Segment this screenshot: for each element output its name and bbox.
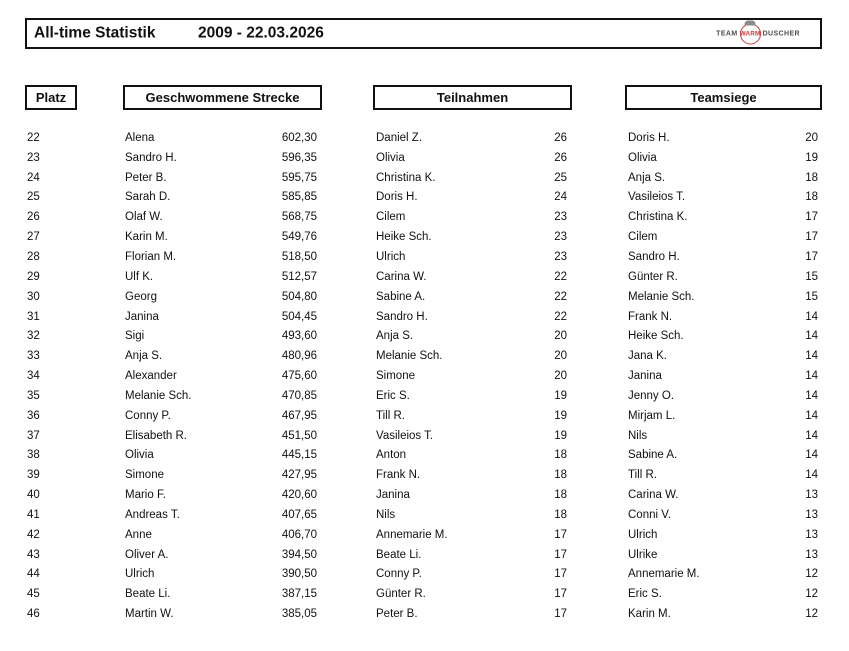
teamsiege-name-cell: Sabine A.: [628, 449, 678, 462]
table-row: [27, 545, 818, 565]
teilnahmen-value-cell: 18: [554, 508, 567, 521]
teamsiege-name-cell: Frank N.: [628, 310, 673, 323]
table-row: [27, 485, 818, 505]
teamsiege-name-cell: Doris H.: [628, 131, 670, 144]
strecke-name-cell: Oliver A.: [125, 548, 169, 561]
teilnahmen-name-cell: Conny P.: [376, 568, 422, 581]
strecke-value-cell: 585,85: [281, 191, 317, 204]
shower-head-icon: [745, 20, 756, 25]
strecke-name-cell: Simone: [125, 469, 164, 482]
table-row: [27, 307, 818, 327]
strecke-name-cell: Ulf K.: [125, 270, 154, 283]
platz-cell: 31: [27, 310, 40, 323]
column-header-geschwommene-strecke: Geschwommene Strecke: [123, 85, 322, 110]
teilnahmen-name-cell: Nils: [376, 508, 396, 521]
teamsiege-value-cell: 14: [805, 310, 818, 323]
platz-cell: 46: [27, 608, 40, 621]
table-row: [27, 386, 818, 406]
platz-cell: 26: [27, 211, 40, 224]
strecke-name-cell: Peter B.: [125, 171, 167, 184]
strecke-value-cell: 596,35: [281, 151, 317, 164]
logo-circle-wrap: [740, 23, 761, 44]
teilnahmen-name-cell: Heike Sch.: [376, 231, 432, 244]
teamsiege-value-cell: 20: [805, 131, 818, 144]
teamsiege-name-cell: Nils: [628, 429, 648, 442]
table-row: [27, 326, 818, 346]
teamsiege-value-cell: 18: [805, 191, 818, 204]
column-header-teamsiege: Teamsiege: [625, 85, 822, 110]
teamsiege-name-cell: Günter R.: [628, 270, 678, 283]
teamsiege-name-cell: Jana K.: [628, 350, 667, 363]
strecke-name-cell: Janina: [125, 310, 159, 323]
teilnahmen-value-cell: 22: [554, 310, 567, 323]
teamsiege-value-cell: 14: [805, 330, 818, 343]
table-row: [27, 128, 818, 148]
teilnahmen-name-cell: Simone: [376, 370, 415, 383]
table-row: [27, 604, 818, 624]
teilnahmen-name-cell: Till R.: [376, 409, 405, 422]
strecke-name-cell: Olivia: [125, 449, 154, 462]
teilnahmen-name-cell: Daniel Z.: [376, 131, 423, 144]
logo-text-warm: WARM: [740, 23, 761, 44]
strecke-name-cell: Anja S.: [125, 350, 163, 363]
platz-cell: 39: [27, 469, 40, 482]
logo-text-team: TEAM: [716, 30, 738, 37]
table-row: [27, 446, 818, 466]
teamsiege-name-cell: Conni V.: [628, 508, 672, 521]
teamsiege-name-cell: Christina K.: [628, 211, 688, 224]
table-row: [27, 406, 818, 426]
teamsiege-value-cell: 14: [805, 409, 818, 422]
table-row: [27, 287, 818, 307]
table-row: [27, 465, 818, 485]
platz-cell: 43: [27, 548, 40, 561]
strecke-name-cell: Beate Li.: [125, 588, 171, 601]
teamsiege-name-cell: Anja S.: [628, 171, 666, 184]
strecke-name-cell: Andreas T.: [125, 508, 180, 521]
strecke-name-cell: Alexander: [125, 370, 177, 383]
teamsiege-name-cell: Melanie Sch.: [628, 290, 695, 303]
column-header-teilnahmen: Teilnahmen: [373, 85, 572, 110]
teilnahmen-value-cell: 20: [554, 370, 567, 383]
strecke-value-cell: 467,95: [281, 409, 317, 422]
platz-cell: 35: [27, 389, 40, 402]
platz-cell: 44: [27, 568, 40, 581]
strecke-value-cell: 568,75: [281, 211, 317, 224]
strecke-name-cell: Alena: [125, 131, 155, 144]
teilnahmen-value-cell: 26: [554, 151, 567, 164]
platz-cell: 29: [27, 270, 40, 283]
strecke-value-cell: 549,76: [281, 231, 317, 244]
strecke-name-cell: Ulrich: [125, 568, 155, 581]
teamsiege-value-cell: 17: [805, 211, 818, 224]
table-row: [27, 565, 818, 585]
table-row: [27, 267, 818, 287]
teilnahmen-name-cell: Beate Li.: [376, 548, 422, 561]
strecke-value-cell: 602,30: [281, 131, 317, 144]
table-row: [27, 227, 818, 247]
strecke-value-cell: 493,60: [281, 330, 317, 343]
strecke-name-cell: Anne: [125, 528, 152, 541]
platz-cell: 36: [27, 409, 40, 422]
teamsiege-name-cell: Vasileios T.: [628, 191, 686, 204]
teamsiege-value-cell: 14: [805, 370, 818, 383]
teamsiege-name-cell: Olivia: [628, 151, 657, 164]
strecke-value-cell: 385,05: [281, 608, 317, 621]
column-header-platz: Platz: [25, 85, 77, 110]
platz-cell: 33: [27, 350, 40, 363]
teilnahmen-name-cell: Annemarie M.: [376, 528, 448, 541]
platz-cell: 38: [27, 449, 40, 462]
teamsiege-value-cell: 13: [805, 489, 818, 502]
teilnahmen-value-cell: 22: [554, 270, 567, 283]
platz-cell: 37: [27, 429, 40, 442]
teilnahmen-value-cell: 17: [554, 608, 567, 621]
strecke-value-cell: 595,75: [281, 171, 317, 184]
stats-table: [27, 128, 818, 624]
logo-text-duscher: DUSCHER: [762, 30, 800, 37]
platz-cell: 24: [27, 171, 40, 184]
teilnahmen-value-cell: 25: [554, 171, 567, 184]
platz-cell: 23: [27, 151, 40, 164]
table-row: [27, 366, 818, 386]
teilnahmen-name-cell: Christina K.: [376, 171, 436, 184]
strecke-value-cell: 512,57: [281, 270, 317, 283]
strecke-value-cell: 427,95: [281, 469, 317, 482]
teilnahmen-name-cell: Cilem: [376, 211, 406, 224]
teamsiege-value-cell: 13: [805, 548, 818, 561]
teilnahmen-name-cell: Melanie Sch.: [376, 350, 443, 363]
strecke-value-cell: 504,45: [281, 310, 317, 323]
table-row: [27, 584, 818, 604]
teilnahmen-value-cell: 17: [554, 528, 567, 541]
page-title: All-time Statistik: [34, 24, 156, 42]
strecke-value-cell: 480,96: [281, 350, 317, 363]
teilnahmen-value-cell: 18: [554, 469, 567, 482]
teamsiege-value-cell: 19: [805, 151, 818, 164]
table-row: [27, 207, 818, 227]
strecke-value-cell: 406,70: [281, 528, 317, 541]
table-row: [27, 148, 818, 168]
strecke-name-cell: Conny P.: [125, 409, 171, 422]
teilnahmen-value-cell: 17: [554, 548, 567, 561]
teilnahmen-value-cell: 19: [554, 409, 567, 422]
teamsiege-name-cell: Mirjam L.: [628, 409, 676, 422]
teamsiege-value-cell: 15: [805, 290, 818, 303]
teilnahmen-name-cell: Sabine A.: [376, 290, 426, 303]
teamsiege-name-cell: Karin M.: [628, 608, 671, 621]
teilnahmen-value-cell: 19: [554, 389, 567, 402]
teamsiege-value-cell: 13: [805, 528, 818, 541]
platz-cell: 32: [27, 330, 40, 343]
teamsiege-value-cell: 15: [805, 270, 818, 283]
teilnahmen-name-cell: Peter B.: [376, 608, 418, 621]
teilnahmen-name-cell: Carina W.: [376, 270, 427, 283]
strecke-value-cell: 445,15: [281, 449, 317, 462]
teamsiege-name-cell: Ulrike: [628, 548, 658, 561]
teamsiege-value-cell: 13: [805, 508, 818, 521]
teilnahmen-value-cell: 22: [554, 290, 567, 303]
platz-cell: 45: [27, 588, 40, 601]
teamsiege-value-cell: 14: [805, 389, 818, 402]
teamsiege-name-cell: Carina W.: [628, 489, 679, 502]
teilnahmen-name-cell: Frank N.: [376, 469, 421, 482]
teamsiege-value-cell: 14: [805, 449, 818, 462]
strecke-name-cell: Karin M.: [125, 231, 168, 244]
table-row: [27, 188, 818, 208]
teamsiege-name-cell: Annemarie M.: [628, 568, 700, 581]
strecke-name-cell: Sandro H.: [125, 151, 177, 164]
teilnahmen-name-cell: Ulrich: [376, 250, 406, 263]
team-warmduscher-logo: [716, 23, 800, 44]
teilnahmen-name-cell: Anja S.: [376, 330, 414, 343]
teilnahmen-value-cell: 24: [554, 191, 567, 204]
teilnahmen-value-cell: 17: [554, 568, 567, 581]
teilnahmen-name-cell: Eric S.: [376, 389, 410, 402]
platz-cell: 34: [27, 370, 40, 383]
teilnahmen-name-cell: Olivia: [376, 151, 405, 164]
teamsiege-value-cell: 14: [805, 469, 818, 482]
teilnahmen-value-cell: 26: [554, 131, 567, 144]
teilnahmen-value-cell: 19: [554, 429, 567, 442]
table-row: [27, 426, 818, 446]
teilnahmen-name-cell: Janina: [376, 489, 410, 502]
teilnahmen-name-cell: Günter R.: [376, 588, 426, 601]
platz-cell: 25: [27, 191, 40, 204]
teamsiege-value-cell: 12: [805, 608, 818, 621]
teilnahmen-name-cell: Doris H.: [376, 191, 418, 204]
table-row: [27, 247, 818, 267]
teamsiege-value-cell: 18: [805, 171, 818, 184]
title-bar: [25, 18, 822, 49]
strecke-value-cell: 504,80: [281, 290, 317, 303]
strecke-value-cell: 470,85: [281, 389, 317, 402]
teamsiege-name-cell: Ulrich: [628, 528, 658, 541]
platz-cell: 40: [27, 489, 40, 502]
table-row: [27, 346, 818, 366]
platz-cell: 22: [27, 131, 40, 144]
teamsiege-name-cell: Cilem: [628, 231, 658, 244]
teilnahmen-name-cell: Anton: [376, 449, 407, 462]
table-row: [27, 505, 818, 525]
teamsiege-value-cell: 12: [805, 588, 818, 601]
teilnahmen-value-cell: 23: [554, 211, 567, 224]
platz-cell: 42: [27, 528, 40, 541]
strecke-value-cell: 518,50: [281, 250, 317, 263]
teilnahmen-name-cell: Sandro H.: [376, 310, 428, 323]
teilnahmen-value-cell: 18: [554, 449, 567, 462]
strecke-value-cell: 451,50: [281, 429, 317, 442]
strecke-value-cell: 420,60: [281, 489, 317, 502]
table-row: [27, 525, 818, 545]
strecke-name-cell: Martin W.: [125, 608, 174, 621]
table-row: [27, 168, 818, 188]
teilnahmen-value-cell: 20: [554, 350, 567, 363]
teilnahmen-name-cell: Vasileios T.: [376, 429, 434, 442]
teamsiege-value-cell: 17: [805, 231, 818, 244]
teamsiege-name-cell: Heike Sch.: [628, 330, 684, 343]
strecke-name-cell: Elisabeth R.: [125, 429, 188, 442]
teamsiege-value-cell: 12: [805, 568, 818, 581]
platz-cell: 30: [27, 290, 40, 303]
teilnahmen-value-cell: 18: [554, 489, 567, 502]
teamsiege-name-cell: Janina: [628, 370, 662, 383]
strecke-value-cell: 387,15: [281, 588, 317, 601]
teilnahmen-value-cell: 23: [554, 250, 567, 263]
strecke-value-cell: 475,60: [281, 370, 317, 383]
teamsiege-name-cell: Till R.: [628, 469, 657, 482]
strecke-name-cell: Mario F.: [125, 489, 166, 502]
strecke-value-cell: 394,50: [281, 548, 317, 561]
teilnahmen-value-cell: 20: [554, 330, 567, 343]
strecke-name-cell: Georg: [125, 290, 157, 303]
date-range: 2009 - 22.03.2026: [198, 24, 324, 42]
platz-cell: 28: [27, 250, 40, 263]
teamsiege-value-cell: 17: [805, 250, 818, 263]
platz-cell: 27: [27, 231, 40, 244]
platz-cell: 41: [27, 508, 40, 521]
strecke-name-cell: Sigi: [125, 330, 145, 343]
teamsiege-value-cell: 14: [805, 429, 818, 442]
strecke-value-cell: 407,65: [281, 508, 317, 521]
teamsiege-name-cell: Eric S.: [628, 588, 662, 601]
teamsiege-name-cell: Sandro H.: [628, 250, 680, 263]
teilnahmen-value-cell: 23: [554, 231, 567, 244]
strecke-value-cell: 390,50: [281, 568, 317, 581]
teilnahmen-value-cell: 17: [554, 588, 567, 601]
strecke-name-cell: Olaf W.: [125, 211, 163, 224]
teamsiege-value-cell: 14: [805, 350, 818, 363]
strecke-name-cell: Florian M.: [125, 250, 177, 263]
strecke-name-cell: Sarah D.: [125, 191, 171, 204]
strecke-name-cell: Melanie Sch.: [125, 389, 192, 402]
teamsiege-name-cell: Jenny O.: [628, 389, 675, 402]
